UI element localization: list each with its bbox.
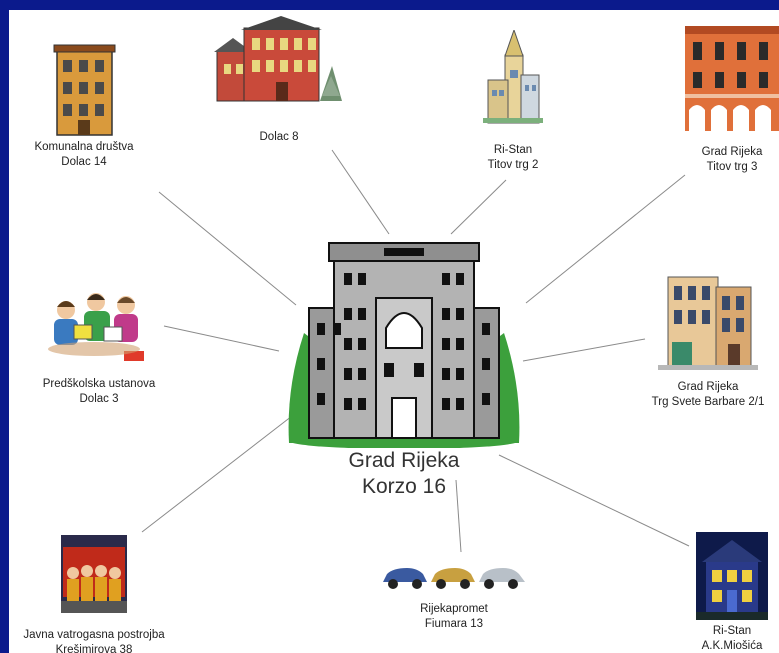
node-grad-barbare [637,272,779,410]
rijekapromet-label-line2: Fiumara 13 [424,618,484,630]
cars-icon [379,560,529,592]
komunalna-label-line1: Komunalna društva [34,141,134,153]
node-predskolska [24,285,174,407]
connector-komunalna [159,192,296,305]
vatrogasna-label-line2: Krešimirova 38 [55,644,133,653]
grad-titov-label-line2: Titov trg 3 [706,161,758,173]
dolac8-label: Dolac 8 [259,131,299,143]
ristan-miosica-label-line2: A.K.Miošića [701,640,763,652]
ristan-miosica-label-line1: Ri-Stan [712,625,752,637]
ristan-titov-label-line1: Ri-Stan [493,144,533,156]
corner-building-icon [658,272,758,372]
grad-barbare-label-line1: Grad Rijeka [677,381,739,393]
center-node [284,238,524,500]
node-vatrogasna [9,535,179,653]
center-label-line1: Grad Rijeka [348,449,460,472]
firefighters-icon [61,535,127,613]
grad-titov-label-line1: Grad Rijeka [701,146,763,158]
grad-barbare-label-line2: Trg Svete Barbare 2/1 [651,396,765,408]
node-ristan-titov [473,30,553,173]
church-tower-icon [483,30,543,125]
connector-ristan-miosica [499,455,689,546]
rijekapromet-label-line1: Rijekapromet [420,603,488,615]
node-ristan-miosica [685,532,779,653]
node-komunalna [19,40,149,170]
city-hall-building-icon [284,238,524,448]
komunalna-label-line2: Dolac 14 [61,156,107,168]
diagram-canvas [9,10,779,653]
connector-grad-barbare [523,339,645,361]
center-label-line2: Korzo 16 [361,475,447,498]
node-rijekapromet [369,560,539,632]
children-reading-icon [44,285,154,365]
connector-vatrogasna [142,416,292,532]
red-house-icon [214,16,344,104]
night-house-icon [696,532,768,620]
connector-predskolska [164,326,279,351]
vatrogasna-label-line1: Javna vatrogasna postrojba [23,629,165,641]
connector-ristan-titov [451,180,506,234]
apartment-building-icon [49,40,119,140]
predskolska-label-line1: Predškolska ustanova [42,378,156,390]
ristan-titov-label-line2: Titov trg 2 [487,159,539,171]
node-grad-titov [685,26,779,175]
node-dolac8 [214,16,344,145]
orange-facade-icon [685,26,779,131]
connector-dolac8 [332,150,389,234]
predskolska-label-line2: Dolac 3 [79,393,119,405]
